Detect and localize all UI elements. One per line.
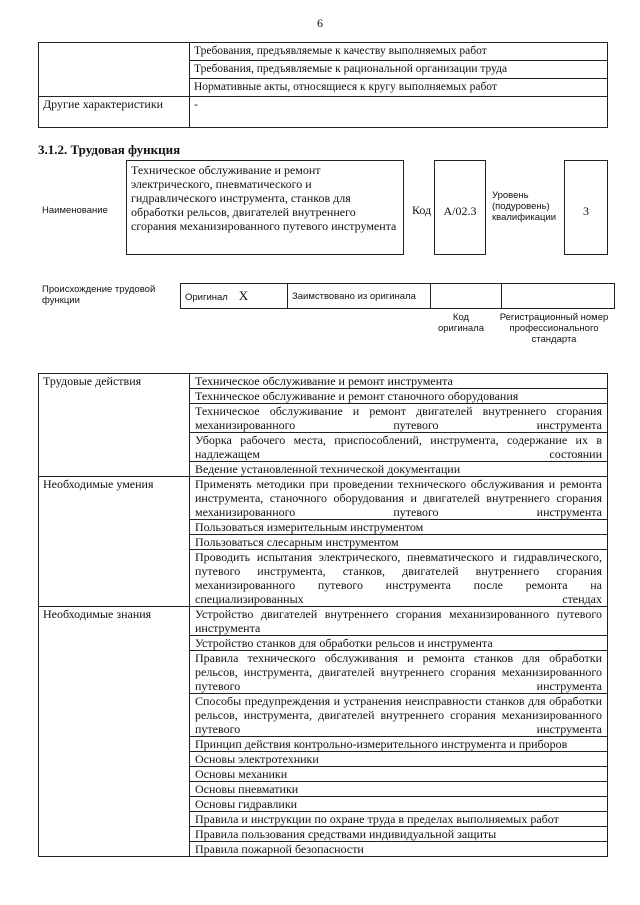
list-item: Пользоваться слесарным инструментом xyxy=(190,535,608,550)
level-label: Уровень (подуровень) квалификации xyxy=(492,190,557,223)
list-item: Ведение установленной технической документации xyxy=(190,462,608,477)
list-item: Техническое обслуживание и ремонт станочного оборудования xyxy=(190,389,608,404)
labor-function-table xyxy=(38,373,608,857)
code-label: Код xyxy=(412,203,432,217)
reg-number-cell xyxy=(502,284,615,309)
function-name-box xyxy=(126,160,404,255)
list-item: Техническое обслуживание и ремонт двигателей внутреннего сгорания механизированного путевого инструмента xyxy=(190,404,608,433)
code-value: А/02.3 xyxy=(443,204,477,218)
section-label: Необходимые знания xyxy=(39,607,190,857)
reg-number-caption: Регистрационный номер профессионального стандарта xyxy=(499,312,609,345)
origin-label: Происхождение трудовой функции xyxy=(42,284,156,306)
table-row xyxy=(39,477,608,520)
list-item: Применять методики при проведении технического обслуживания и ремонта инструмента, станочного оборудования и двигателей внутреннего сгорания механизированного путевого инструмента xyxy=(190,477,608,520)
table-row xyxy=(39,607,608,636)
code-original-caption: Код оригинала xyxy=(437,312,484,334)
list-item: Правила пользования средствами индивидуальной защиты xyxy=(190,827,608,842)
code-value-box xyxy=(434,160,486,255)
requirement-item: Нормативные акты, относящиеся к кругу выполняемых работ xyxy=(190,79,608,97)
top-requirements-table xyxy=(38,42,608,128)
table-row xyxy=(181,284,615,309)
original-mark: X xyxy=(238,287,249,303)
origin-table xyxy=(180,283,615,309)
section-heading: 3.1.2. Трудовая функция xyxy=(38,142,181,157)
list-item: Устройство станков для обработки рельсов и инструмента xyxy=(190,636,608,651)
list-item: Пользоваться измерительным инструментом xyxy=(190,520,608,535)
requirement-item: Требования, предъявляемые к качеству выполняемых работ xyxy=(190,43,608,61)
requirement-item: Требования, предъявляемые к рациональной организации труда xyxy=(190,61,608,79)
list-item: Устройство двигателей внутреннего сгорания механизированного путевого инструмента xyxy=(190,607,608,636)
list-item: Правила технического обслуживания и ремонта станков для обработки рельсов, инструмента, двигателей внутреннего сгорания механизированного путевого инструмента xyxy=(190,651,608,694)
list-item: Основы пневматики xyxy=(190,782,608,797)
list-item: Способы предупреждения и устранения неисправности станков для обработки рельсов, инструмента, двигателей внутреннего сгорания механизированного путевого инструмента xyxy=(190,694,608,737)
level-value: 3 xyxy=(583,204,589,218)
original-cell xyxy=(181,284,288,309)
table-row xyxy=(39,374,608,389)
section-label: Трудовые действия xyxy=(39,374,190,477)
code-original-cell xyxy=(431,284,502,309)
function-name-text: Техническое обслуживание и ремонт электрического, пневматического и гидравлического инструмента, станков для обработки рельсов, двигателей внутреннего сгорания механизированного путевого инструмента xyxy=(131,163,397,233)
table-row xyxy=(39,97,608,128)
list-item: Уборка рабочего места, приспособлений, инструмента, содержание их в надлежащем состоянии xyxy=(190,433,608,462)
table-cell-empty xyxy=(39,43,190,97)
table-row xyxy=(39,43,608,61)
list-item: Проводить испытания электрического, пневматического и гидравлического, путевого инструмента, станков, двигателей внутреннего сгорания механизированного путевого инструмента после ремонта на специализированных стендах xyxy=(190,550,608,607)
other-characteristics-label: Другие характеристики xyxy=(39,97,190,128)
list-item: Основы механики xyxy=(190,767,608,782)
other-characteristics-value: - xyxy=(190,97,608,128)
name-label: Наименование xyxy=(42,205,108,216)
list-item: Техническое обслуживание и ремонт инструмента xyxy=(190,374,608,389)
original-label: Оригинал xyxy=(185,291,228,303)
list-item: Основы гидравлики xyxy=(190,797,608,812)
list-item: Правила пожарной безопасности xyxy=(190,842,608,857)
page-number: 6 xyxy=(317,16,323,30)
list-item: Принцип действия контрольно-измерительного инструмента и приборов xyxy=(190,737,608,752)
section-label: Необходимые умения xyxy=(39,477,190,607)
list-item: Основы электротехники xyxy=(190,752,608,767)
level-value-box xyxy=(564,160,608,255)
borrowed-label: Заимствовано из оригинала xyxy=(288,284,431,309)
list-item: Правила и инструкции по охране труда в пределах выполняемых работ xyxy=(190,812,608,827)
